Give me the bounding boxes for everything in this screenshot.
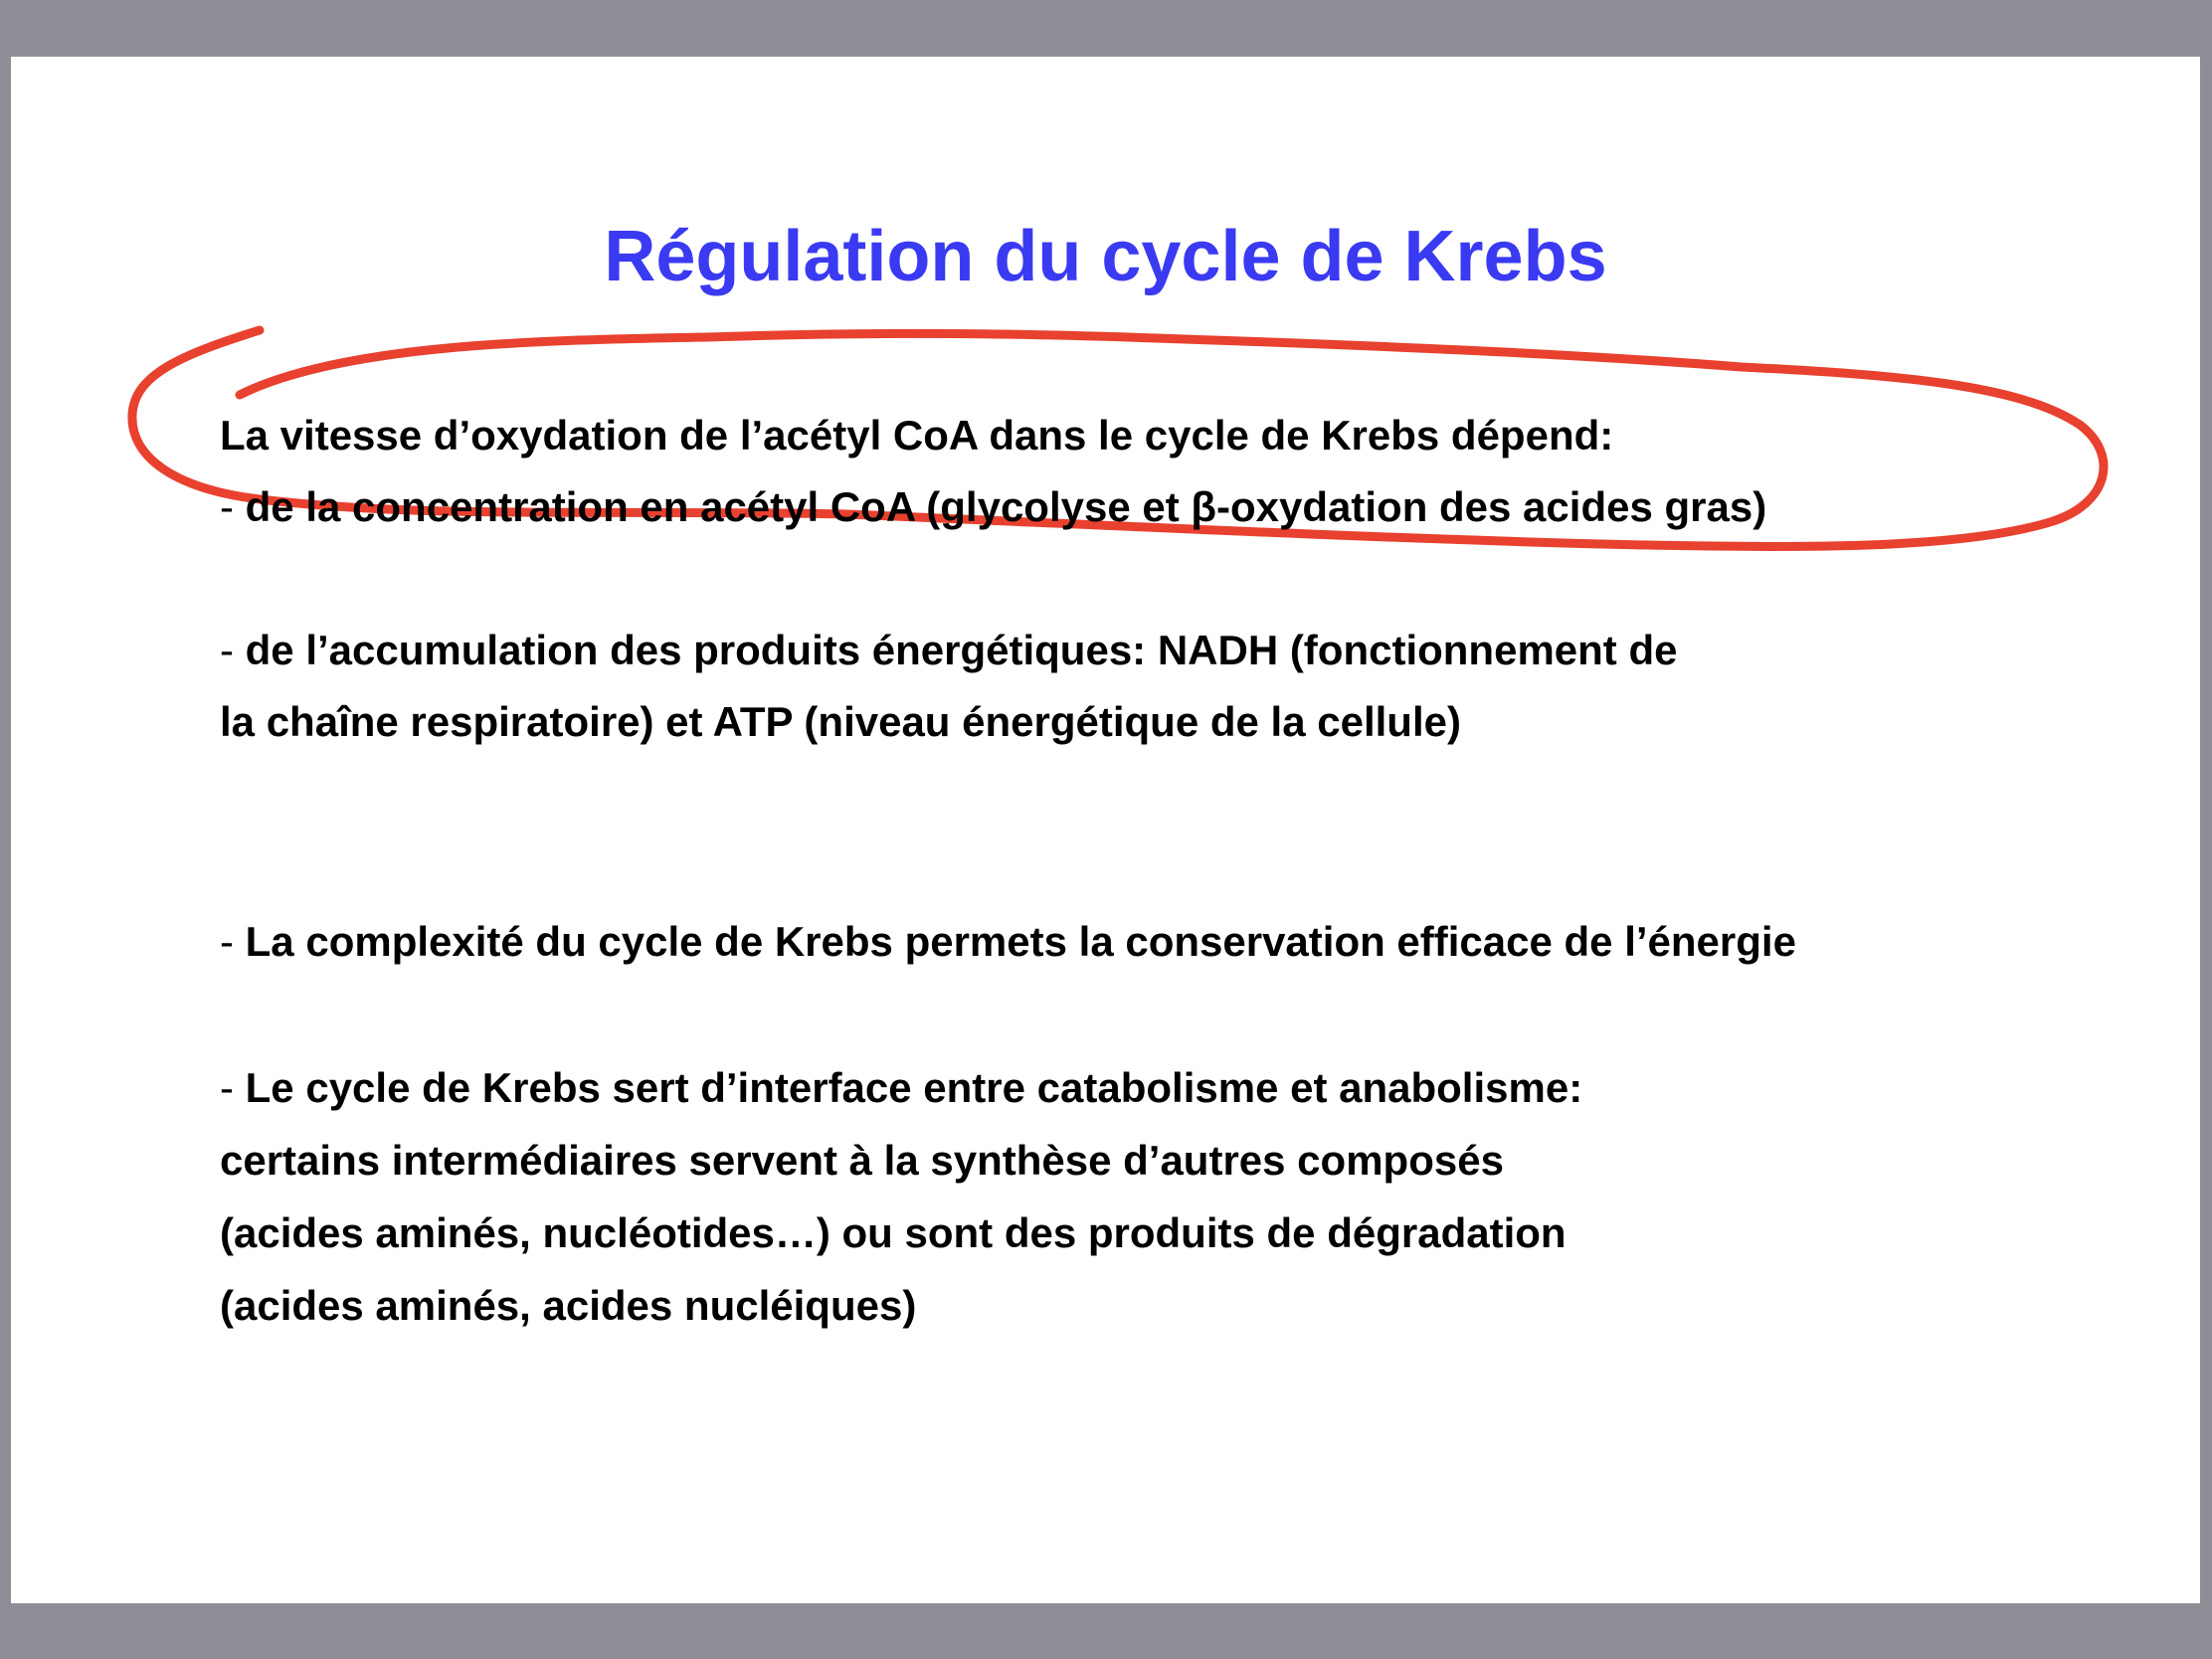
paragraph-4-line-4: (acides aminés, acides nucléiques) — [220, 1282, 917, 1329]
slide-title: Régulation du cycle de Krebs — [604, 217, 1607, 296]
bullet-dash: - — [220, 627, 246, 673]
paragraph-2-line-1-text: de l’accumulation des produits énergétiques: NADH (fonctionnement de — [245, 627, 1678, 673]
bullet-dash: - — [220, 1064, 246, 1111]
paragraph-4-line-3: (acides aminés, nucléotides…) ou sont des produits de dégradation — [220, 1209, 1567, 1256]
paragraph-2-line-1 — [220, 625, 1677, 676]
paragraph-3-line-1-text: La complexité du cycle de Krebs permets la conservation efficace de l’énergie — [245, 918, 1796, 965]
slide-page — [11, 57, 2200, 1603]
paragraph-4-line-2: certains intermédiaires servent à la synthèse d’autres composés — [220, 1137, 1504, 1184]
paragraph-1-line-2 — [220, 481, 1766, 533]
paragraph-2-line-2: la chaîne respiratoire) et ATP (niveau énergétique de la cellule) — [220, 698, 1461, 745]
paragraph-3-line-1 — [220, 916, 1796, 968]
paragraph-4-line-1-text: Le cycle de Krebs sert d’interface entre catabolisme et anabolisme: — [245, 1064, 1583, 1111]
bullet-dash: - — [220, 918, 246, 965]
paragraph-1-line-2-text: de la concentration en acétyl CoA (glycolyse et β-oxydation des acides gras) — [245, 483, 1767, 530]
paragraph-4-line-1 — [220, 1062, 1582, 1114]
bullet-dash: - — [220, 483, 246, 530]
paragraph-1-line-1: La vitesse d’oxydation de l’acétyl CoA dans le cycle de Krebs dépend: — [220, 412, 1614, 459]
